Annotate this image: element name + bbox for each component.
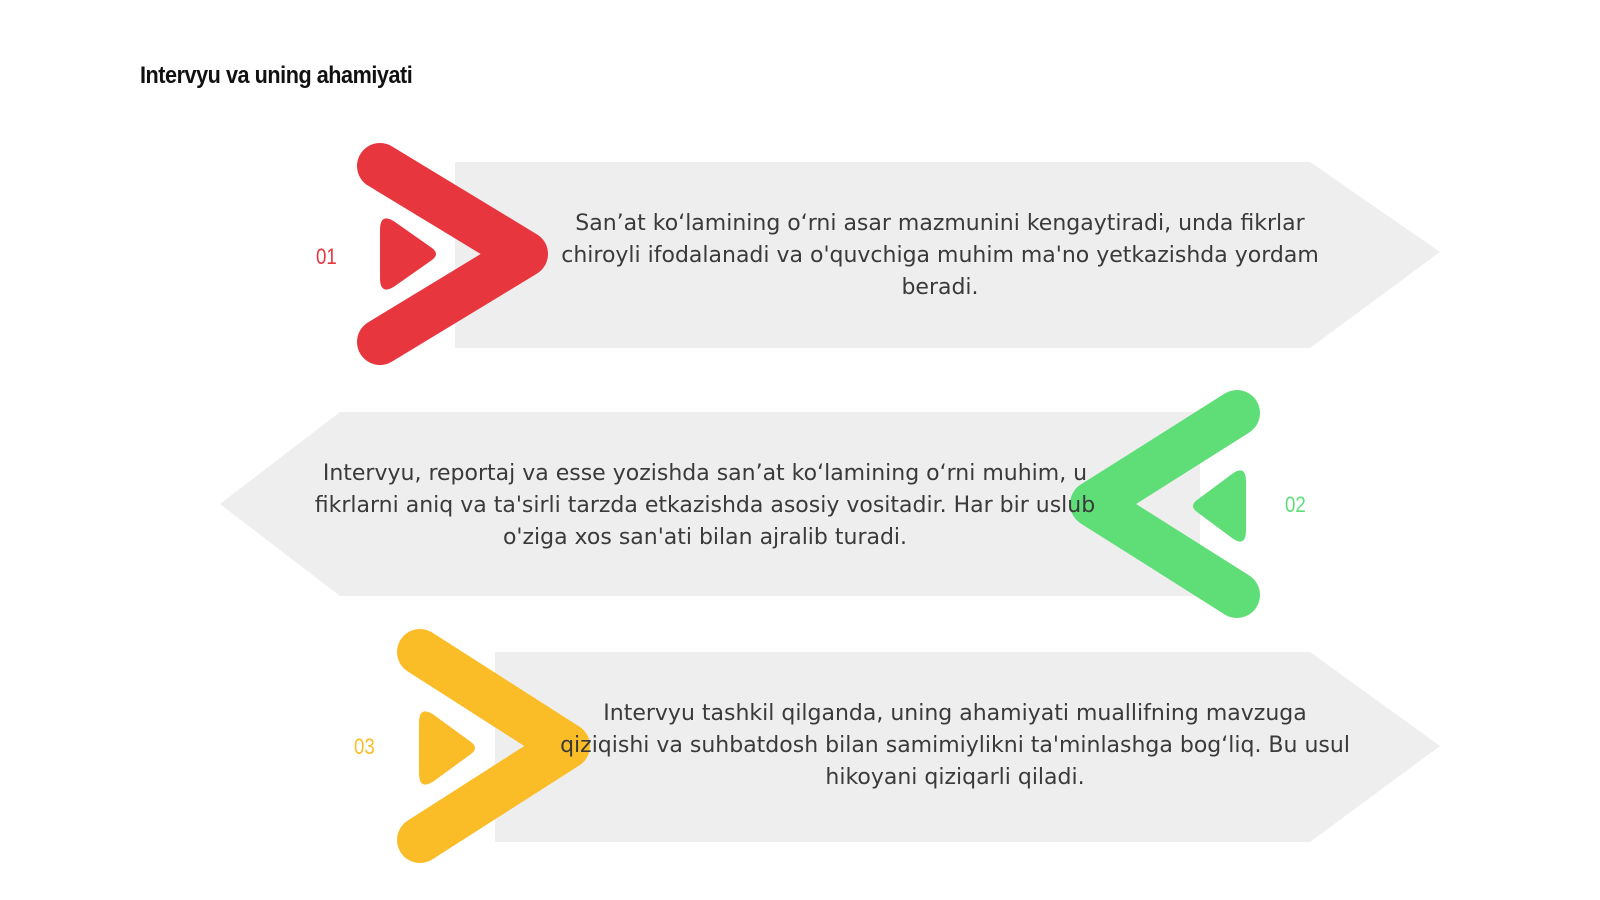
step-3-number: 03 (354, 734, 375, 759)
step-2-number: 02 (1285, 492, 1306, 517)
step-2-text: Intervyu, reportaj va esse yozishda san’at ko‘lamining o‘rni muhim, u fikrlarni aniq va ta'sirli tarzda etkazishda asosiy vositadir. Har bir uslub o'ziga xos san'ati bilan ajralib turadi. (314, 461, 1096, 550)
step-1-dot (380, 218, 436, 289)
step-2-dot (1193, 470, 1246, 541)
step-3-dot (419, 711, 475, 784)
step-1-number: 01 (316, 244, 337, 269)
slide-title: Intervyu va uning ahamiyati (140, 62, 413, 89)
step-1-text: San’at ko‘lamining o‘rni asar mazmunini kengaytiradi, unda fikrlar chiroyli ifodalanadi va o'quvchiga muhim ma'no yetkazishda yordam beradi. (561, 211, 1319, 300)
step-3-text: Intervyu tashkil qilganda, uning ahamiyati muallifning mavzuga qiziqishi va suhbatdosh bilan samimiylikni ta'minlashga bog‘liq. Bu usul hikoyani qiziqarli qiladi. (560, 701, 1350, 790)
